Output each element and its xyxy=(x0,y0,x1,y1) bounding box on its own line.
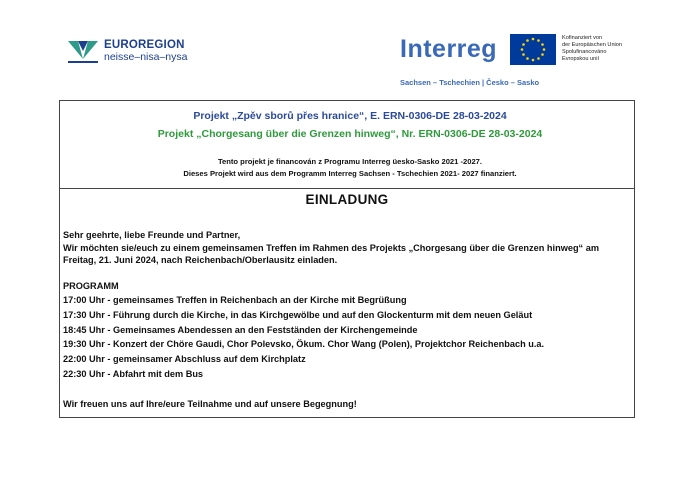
program-item: 22:30 Uhr - Abfahrt mit dem Bus xyxy=(63,368,204,379)
program-item: 18:45 Uhr - Gemeinsames Abendessen an den Festständen der Kirchengemeinde xyxy=(63,324,418,335)
eu-cofinance-text xyxy=(562,35,662,63)
invitation-heading: EINLADUNG xyxy=(305,192,389,207)
interreg-region-line: Sachsen – Tschechien | Česko – Sasko xyxy=(400,78,540,87)
eu-text-line: der Europäischen Union xyxy=(562,42,623,48)
interreg-wordmark: Interreg xyxy=(400,35,498,63)
program-item: 17:30 Uhr - Führung durch die Kirche, in das Kirchgewölbe und auf den Glockenturm mit dem neuen Geläut xyxy=(63,309,533,320)
program-item: 22:00 Uhr - gemeinsamer Abschluss auf dem Kirchplatz xyxy=(63,354,306,365)
program-item: 19:30 Uhr - Konzert der Chöre Gaudi, Chor Polevsko, Ökum. Chor Wang (Polen), Projektchor Reichenbach u.a. xyxy=(63,339,545,350)
eu-text-line: Spolufinancováno xyxy=(562,49,607,55)
euroregion-mark-icon xyxy=(66,37,100,65)
euroregion-name: EUROREGION xyxy=(104,39,185,51)
euroregion-logo xyxy=(66,37,187,65)
frame-divider xyxy=(60,188,634,189)
closing-line: Wir freuen uns auf Ihre/eure Teilnahme und auf unsere Begegnung! xyxy=(63,399,357,409)
program-label: PROGRAMM xyxy=(63,281,119,291)
program-list xyxy=(63,293,629,382)
program-item: 17:00 Uhr - gemeinsames Treffen in Reichenbach an der Kirche mit Begrüßung xyxy=(63,295,407,305)
eu-text-line: Evropskou unií xyxy=(562,56,600,62)
greeting: Sehr geehrte, liebe Freunde und Partner, xyxy=(63,230,241,240)
funding-note-cz: Tento projekt je financován z Programu Interreg üesko-Sasko 2021 -2027. xyxy=(217,157,483,166)
funding-note-de: Dieses Projekt wird aus dem Programm Interreg Sachsen - Tschechien 2021- 2027 finanziert. xyxy=(183,169,517,178)
eu-flag-icon xyxy=(510,34,556,65)
interreg-logo xyxy=(400,34,623,87)
project-title-de: Projekt „Chorgesang über die Grenzen hinweg“, Nr. ERN-0306-DE 28-03-2024 xyxy=(157,128,543,140)
euroregion-subtitle: neisse–nisa–nysa xyxy=(104,51,188,63)
eu-text-line: Kofinanziert von xyxy=(562,35,603,41)
project-title-cz: Projekt „Zpěv sborů přes hranice“, E. ERN-0306-DE 28-03-2024 xyxy=(193,110,507,122)
intro-paragraph: Wir möchten sie/euch zu einem gemeinsamen Treffen im Rahmen des Projekts „Chorgesang über die Grenzen hinweg“ am Freitag, 21. Juni 2024, nach Reichenbach/Oberlausitz einladen. xyxy=(63,243,599,265)
